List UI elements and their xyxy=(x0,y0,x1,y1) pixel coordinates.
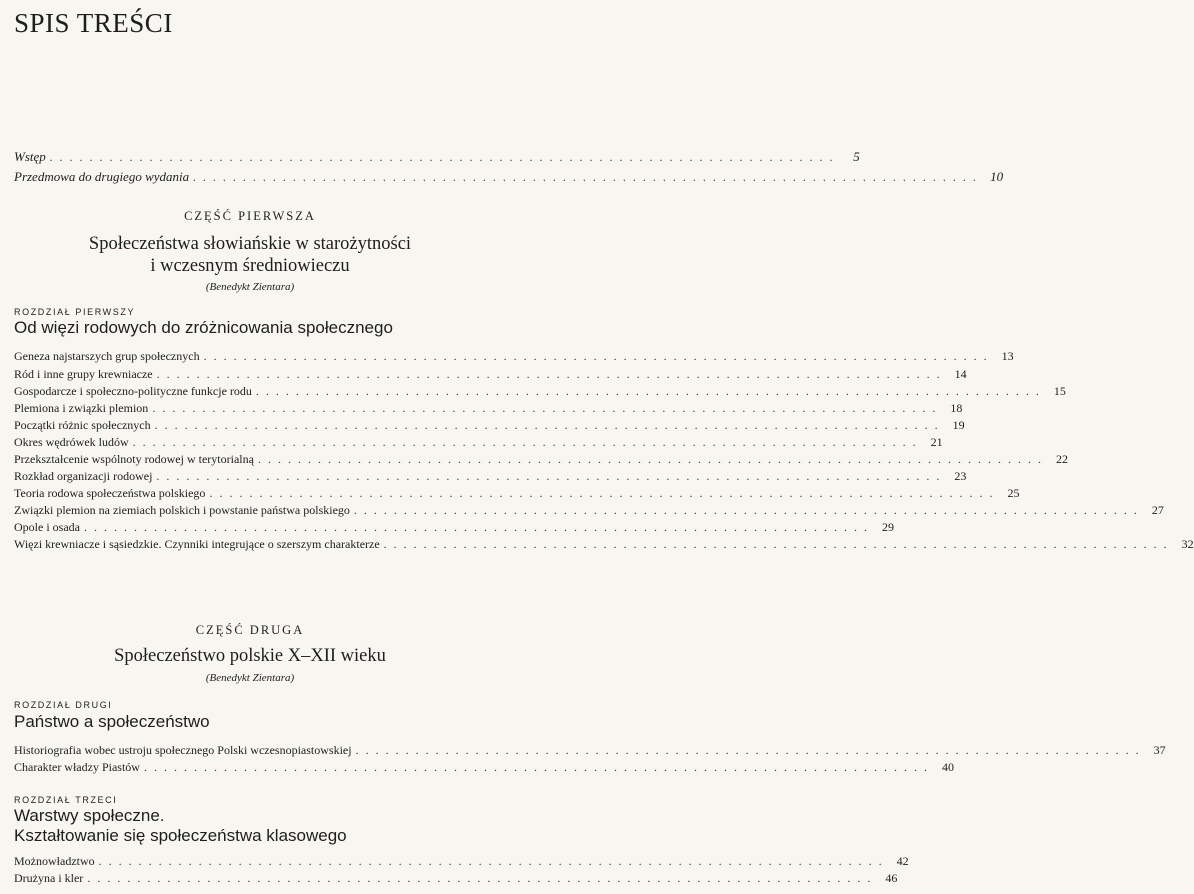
toc-entry xyxy=(14,854,909,868)
chapter-title: Warstwy społeczne. xyxy=(14,806,165,825)
part-title: Społeczeństwa słowiańskie w starożytności xyxy=(88,234,412,254)
toc-entry xyxy=(14,469,967,483)
toc-entry-title: Możnowładztwo xyxy=(14,854,95,868)
chapter-label: ROZDZIAŁ DRUGI xyxy=(14,700,113,710)
toc-leader: ............................................................................... xyxy=(49,150,840,164)
toc-entry-page: 23 xyxy=(954,469,967,483)
part-author: (Benedykt Zientara) xyxy=(205,281,295,293)
toc-entry xyxy=(14,520,894,534)
toc-entry-title: Gospodarcze i społeczno-polityczne funkcje rodu xyxy=(14,384,252,398)
toc-entry-page: 37 xyxy=(1153,743,1166,757)
toc-entry-title: Teoria rodowa społeczeństwa polskiego xyxy=(14,486,206,500)
toc-entry xyxy=(14,418,965,432)
toc-entry xyxy=(14,435,943,449)
toc-leader: ............................................................................... xyxy=(257,452,1048,466)
toc-entry-page: 10 xyxy=(990,169,1004,184)
toc-leader: ............................................................................... xyxy=(156,367,947,381)
toc-leader: ............................................................................... xyxy=(143,760,934,774)
toc-entry-page: 22 xyxy=(1055,452,1068,466)
toc-entry xyxy=(14,503,1164,517)
toc-leader: ............................................................................... xyxy=(132,435,923,449)
toc-leader: ............................................................................... xyxy=(353,503,1144,517)
toc-entry xyxy=(14,384,1066,398)
toc-entry-title: Przedmowa do drugiego wydania xyxy=(14,169,190,184)
toc-entry-title: Wstęp xyxy=(14,149,46,164)
toc-entry-title: Charakter władzy Piastów xyxy=(14,760,140,774)
toc-entry-title: Geneza najstarszych grup społecznych xyxy=(14,349,200,363)
toc-leader: ............................................................................... xyxy=(255,384,1046,398)
chapter-title: Od więzi rodowych do zróżnicowania społecznego xyxy=(14,318,393,337)
toc-entry-page: 42 xyxy=(896,854,909,868)
part-label: CZĘŚĆ DRUGA xyxy=(195,623,305,637)
toc-leader: ............................................................................... xyxy=(98,854,889,868)
toc-entry-title: Więzi krewniacze i sąsiedzkie. Czynniki integrujące o szerszym charakterze xyxy=(14,537,380,551)
toc-entry-page: 15 xyxy=(1053,384,1066,398)
toc-entry-title: Plemiona i związki plemion xyxy=(14,401,149,415)
toc-entry-page: 14 xyxy=(954,367,967,381)
toc-entry xyxy=(14,149,860,164)
toc-entry-page: 18 xyxy=(950,401,963,415)
toc-leader: ............................................................................... xyxy=(87,871,878,885)
toc-entry-title: Drużyna i kler xyxy=(14,871,84,885)
toc-leader: ............................................................................... xyxy=(209,486,1000,500)
toc-entry-title: Opole i osada xyxy=(14,520,80,534)
chapter-label: ROZDZIAŁ PIERWSZY xyxy=(14,307,136,317)
part-author: (Benedykt Zientara) xyxy=(205,672,295,684)
toc-entry-title: Rozkład organizacji rodowej xyxy=(14,469,153,483)
toc-entry xyxy=(14,743,1166,757)
toc-entry-title: Początki różnic społecznych xyxy=(14,418,151,432)
toc-leader: ............................................................................... xyxy=(83,520,874,534)
chapter-label: ROZDZIAŁ TRZECI xyxy=(14,795,118,805)
toc-entry xyxy=(14,169,1004,184)
toc-entry-page: 25 xyxy=(1007,486,1020,500)
part-title: Społeczeństwo polskie X–XII wieku xyxy=(114,646,386,666)
toc-entry xyxy=(14,537,1194,551)
toc-leader: ............................................................................... xyxy=(156,469,947,483)
toc-entry-page: 13 xyxy=(1001,349,1014,363)
toc-leader: ............................................................................... xyxy=(383,537,1174,551)
toc-entry-page: 27 xyxy=(1151,503,1164,517)
chapter-title: Państwo a społeczeństwo xyxy=(14,712,210,731)
toc-leader: ............................................................................... xyxy=(154,418,945,432)
toc-entry xyxy=(14,367,967,381)
toc-leader: ............................................................................... xyxy=(203,349,994,363)
toc-entry xyxy=(14,401,963,415)
part-label: CZĘŚĆ PIERWSZA xyxy=(184,209,316,223)
toc-entry-title: Ród i inne grupy krewniacze xyxy=(14,367,153,381)
toc-entry xyxy=(14,486,1020,500)
toc-entry-title: Związki plemion na ziemiach polskich i powstanie państwa polskiego xyxy=(14,503,350,517)
toc-entry-title: Okres wędrówek ludów xyxy=(14,435,129,449)
toc-entry-title: Historiografia wobec ustroju społecznego Polski wczesnopiastowskiej xyxy=(14,743,352,757)
toc-entry xyxy=(14,760,954,774)
toc-entry-page: 19 xyxy=(952,418,965,432)
toc-entry xyxy=(14,871,898,885)
toc-entry-page: 5 xyxy=(853,149,860,164)
toc-entry-page: 32 xyxy=(1181,537,1194,551)
toc-leader: ............................................................................... xyxy=(355,743,1146,757)
toc-entry-title: Przekształcenie wspólnoty rodowej w terytorialną xyxy=(14,452,254,466)
toc-entry-page: 46 xyxy=(885,871,898,885)
part-title: i wczesnym średniowieczu xyxy=(150,256,350,276)
toc-entry xyxy=(14,452,1068,466)
toc-entry-page: 21 xyxy=(930,435,943,449)
toc-entry-page: 40 xyxy=(941,760,954,774)
toc-leader: ............................................................................... xyxy=(193,170,984,184)
toc-leader: ............................................................................... xyxy=(152,401,943,415)
toc-entry-page: 29 xyxy=(881,520,894,534)
toc-entry xyxy=(14,349,1014,363)
chapter-title: Kształtowanie się społeczeństwa klasowego xyxy=(14,826,347,845)
page-title: SPIS TREŚCI xyxy=(14,8,173,38)
